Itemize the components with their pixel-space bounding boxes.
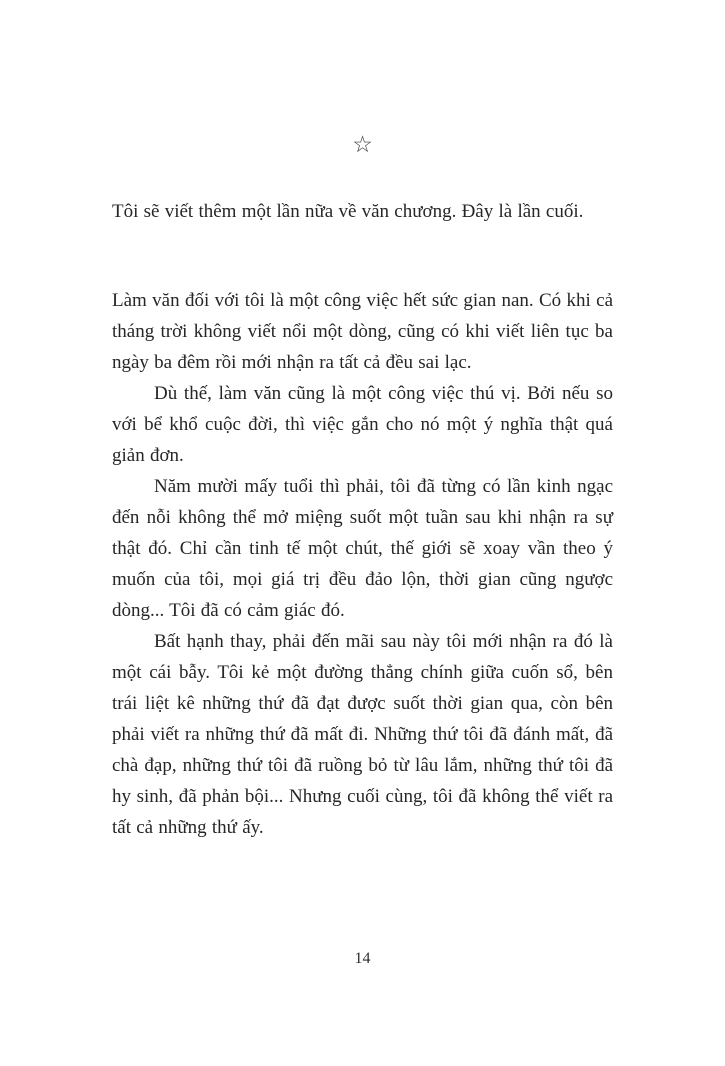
- page-number: 14: [354, 950, 371, 967]
- body-paragraph: Làm văn đối với tôi là một công việc hết sức gian nan. Có khi cả tháng trời không viết nổi một dòng, cũng có khi viết liên tục ba ngày ba đêm rồi mới nhận ra tất cả đều sai lạc.: [112, 290, 613, 373]
- body-paragraph: Dù thế, làm văn cũng là một công việc thú vị. Bởi nếu so với bể khổ cuộc đời, thì việc gắn cho nó một ý nghĩa thật quá giản đơn.: [112, 383, 613, 466]
- body-paragraph: Tôi sẽ viết thêm một lần nữa về văn chương. Đây là lần cuối.: [112, 201, 584, 222]
- body-paragraph: Năm mười mấy tuổi thì phải, tôi đã từng có lần kinh ngạc đến nỗi không thể mở miệng suốt một tuần sau khi nhận ra sự thật đó. Chỉ cần tinh tế một chút, thế giới sẽ xoay vần theo ý muốn của tôi, mọi giá trị đều đảo lộn, thời gian cũng ngược dòng... Tôi đã có cảm giác đó.: [112, 476, 613, 621]
- page-content: [112, 0, 613, 843]
- body-paragraph: Bất hạnh thay, phải đến mãi sau này tôi mới nhận ra đó là một cái bẫy. Tôi kẻ một đường thẳng chính giữa cuốn sổ, bên trái liệt kê những thứ đã đạt được suốt thời gian qua, còn bên phải viết ra những thứ đã mất đi. Những thứ tôi đã đánh mất, đã chà đạp, những thứ tôi đã ruồng bỏ từ lâu lắm, những thứ tôi đã hy sinh, đã phản bội... Nhưng cuối cùng, tôi đã không thể viết ra tất cả những thứ ấy.: [112, 631, 613, 838]
- section-break-star-icon: ☆: [352, 132, 373, 157]
